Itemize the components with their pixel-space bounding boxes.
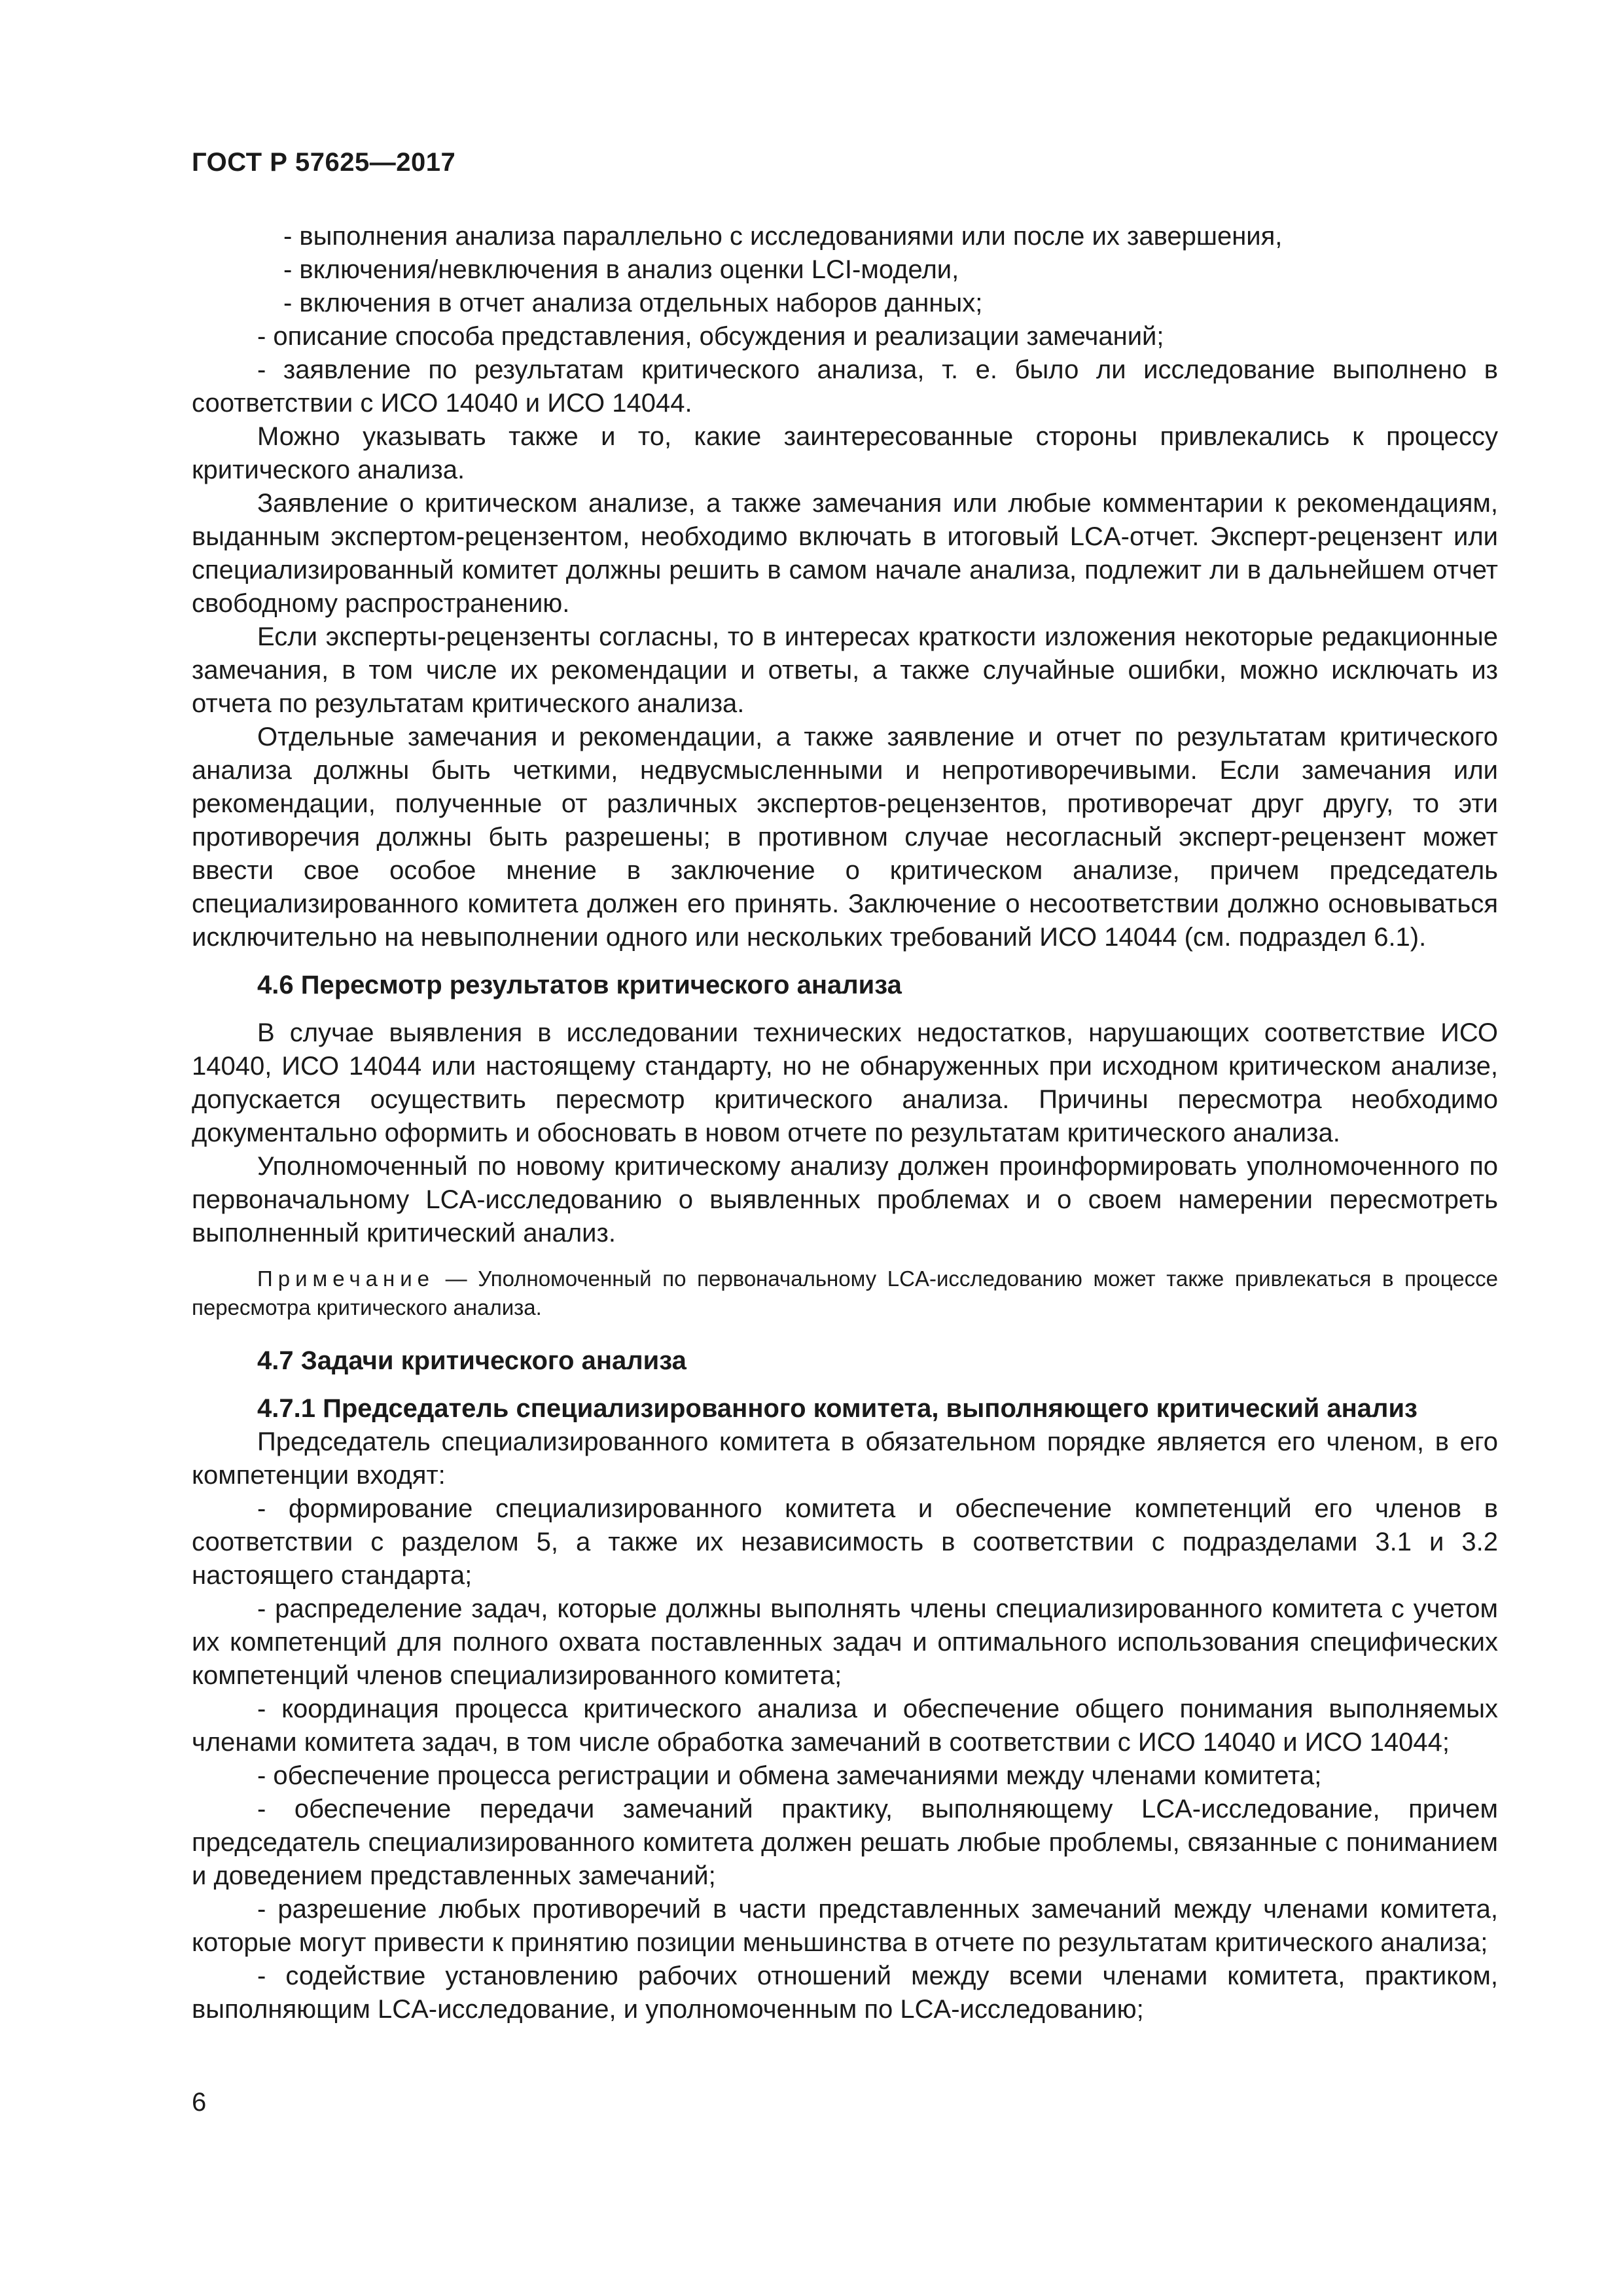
list-item: - координация процесса критического анализа и обеспечение общего понимания выполняемых членами комитета задач, в том числе обработка замечаний в соответствии с ИСО 14040 и ИСО 14044; xyxy=(192,1695,1498,1757)
paragraph: Отдельные замечания и рекомендации, а также заявление и отчет по результатам критического анализа должны быть четкими, недвусмысленными и непротиворечивыми. Если замечания или рекомендации, полученные от различных экспертов-рецензентов, противоречат друг другу, то эти противоречия должны быть разрешены; в противном случае несогласный эксперт-рецензент может ввести свое особое мнение в заключение о критическом анализе, причем председатель специализированного комитета должен его принять. Заключение о несоответствии должно основываться исключительно на невыполнении одного или нескольких требований ИСО 14044 (см. подраздел 6.1). xyxy=(192,723,1498,952)
note xyxy=(192,1265,1498,1322)
subsection-heading-4-7-1: 4.7.1 Председатель специализированного комитета, выполняющего критический анализ xyxy=(257,1394,1418,1423)
document-body xyxy=(192,220,1498,2026)
paragraph: Заявление о критическом анализе, а также замечания или любые комментарии к рекомендациям, выданным экспертом-рецензентом, необходимо включать в итоговый LCA-отчет. Эксперт-рецензент или специализированный комитет должны решить в самом начале анализа, подлежит ли в дальнейшем отчет свободному распространению. xyxy=(192,489,1498,618)
list-item: - разрешение любых противоречий в части представленных замечаний между членами комитета, которые могут привести к принятию позиции меньшинства в отчете по результатам критического анализа; xyxy=(192,1895,1498,1957)
list-item: - включения в отчет анализа отдельных наборов данных; xyxy=(283,289,983,317)
page-number: 6 xyxy=(192,2088,207,2117)
list-item: - обеспечение процесса регистрации и обмена замечаниями между членами комитета; xyxy=(257,1761,1322,1790)
list-item: - формирование специализированного комитета и обеспечение компетенций его членов в соответствии с разделом 5, а также их независимость в соответствии с подразделами 3.1 и 3.2 настоящего стандарта; xyxy=(192,1494,1498,1590)
list-item: - выполнения анализа параллельно с исследованиями или после их завершения, xyxy=(283,222,1283,251)
paragraph: Уполномоченный по новому критическому анализу должен проинформировать уполномоченного по первоначальному LCA-исследованию о выявленных проблемах и о своем намерении пересмотреть выполненный критический анализ. xyxy=(192,1152,1498,1247)
note-text: — Уполномоченный по первоначальному LCA-исследованию может также привлекаться в процессе пересмотра критического анализа. xyxy=(192,1266,1498,1319)
document-code: ГОСТ Р 57625—2017 xyxy=(192,148,456,177)
paragraph: В случае выявления в исследовании технических недостатков, нарушающих соответствие ИСО 14040, ИСО 14044 или настоящему стандарту, но не обнаруженных при исходном критическом анализе, допускается осуществить пересмотр критического анализа. Причины пересмотра необходимо документально оформить и обосновать в новом отчете по результатам критического анализа. xyxy=(192,1018,1498,1147)
section-heading-4-7: 4.7 Задачи критического анализа xyxy=(257,1346,687,1375)
list-item: - включения/невключения в анализ оценки LCI-модели, xyxy=(283,255,959,284)
section-heading-4-6: 4.6 Пересмотр результатов критического анализа xyxy=(257,971,902,999)
list-item: - обеспечение передачи замечаний практику, выполняющему LCA-исследование, причем председатель специализированного комитета должен решать любые проблемы, связанные с пониманием и доведением представленных замечаний; xyxy=(192,1795,1498,1890)
list-item: - содействие установлению рабочих отношений между всеми членами комитета, практиком, выполняющим LCA-исследование, и уполномоченным по LCA-исследованию; xyxy=(192,1962,1498,2024)
list-item: - описание способа представления, обсуждения и реализации замечаний; xyxy=(257,322,1164,351)
list-item: - распределение задач, которые должны выполнять члены специализированного комитета с учетом их компетенций для полного охвата поставленных задач и оптимального использования специфических компетенций членов специализированного комитета; xyxy=(192,1594,1498,1690)
note-label: Примечание xyxy=(257,1266,435,1291)
paragraph: Можно указывать также и то, какие заинтересованные стороны привлекались к процессу критического анализа. xyxy=(192,422,1498,484)
list-item: - заявление по результатам критического анализа, т. е. было ли исследование выполнено в соответствии с ИСО 14040 и ИСО 14044. xyxy=(192,355,1498,418)
paragraph: Председатель специализированного комитета в обязательном порядке является его членом, в его компетенции входят: xyxy=(192,1427,1498,1490)
paragraph: Если эксперты-рецензенты согласны, то в интересах краткости изложения некоторые редакционные замечания, в том числе их рекомендации и ответы, а также случайные ошибки, можно исключать из отчета по результатам критического анализа. xyxy=(192,622,1498,718)
